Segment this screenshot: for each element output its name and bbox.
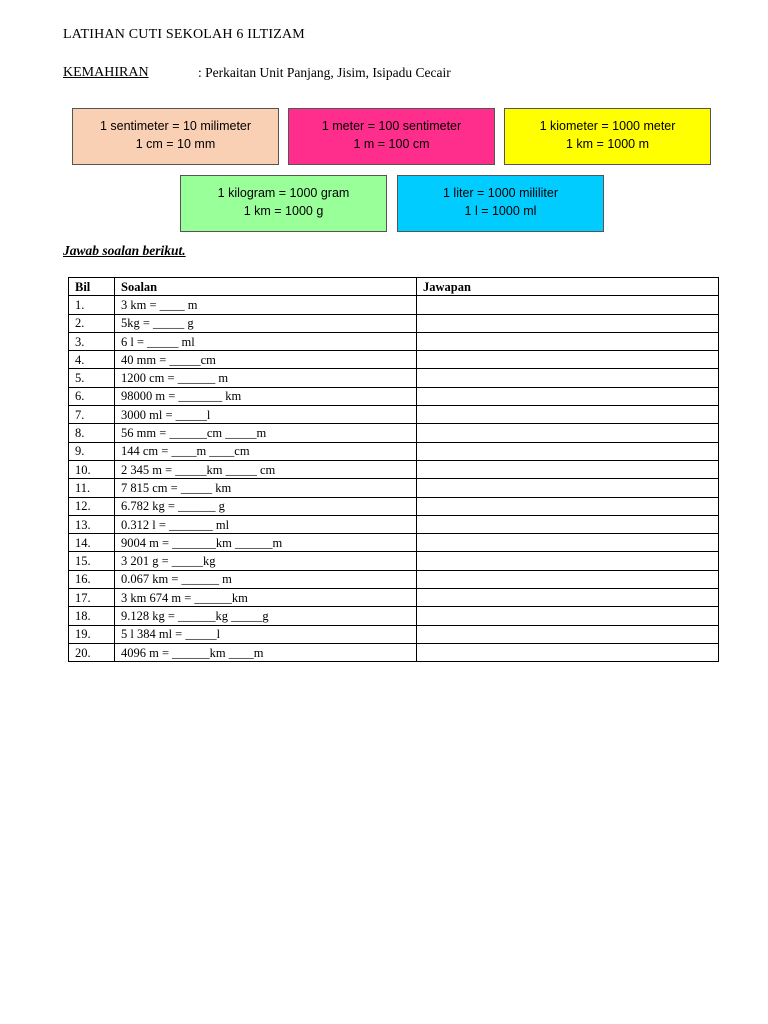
conversion-box-line2: 1 l = 1000 ml (464, 204, 537, 218)
row-soalan: 5 l 384 ml = _____l (115, 625, 417, 643)
table-row (69, 607, 719, 625)
table-row (69, 296, 719, 314)
conversion-box-line1: 1 meter = 100 sentimeter (321, 119, 462, 133)
table-row (69, 332, 719, 350)
table-row (69, 570, 719, 588)
conversion-box-line2: 1 km = 1000 m (565, 137, 650, 151)
table-row (69, 515, 719, 533)
table-row (69, 406, 719, 424)
row-bil: 10. (69, 460, 115, 478)
row-soalan: 3000 ml = _____l (115, 406, 417, 424)
table-row (69, 589, 719, 607)
instruction-heading: Jawab soalan berikut. (63, 243, 186, 258)
row-soalan: 4096 m = ______km ____m (115, 643, 417, 661)
table-row (69, 534, 719, 552)
table-header-row (69, 278, 719, 296)
row-bil: 11. (69, 479, 115, 497)
row-soalan: 0.067 km = ______ m (115, 570, 417, 588)
table-row (69, 497, 719, 515)
row-bil: 6. (69, 387, 115, 405)
question-table (68, 277, 719, 662)
conversion-box-km-m (504, 108, 711, 165)
row-bil: 20. (69, 643, 115, 661)
skill-label: KEMAHIRAN (63, 65, 149, 80)
conversion-box-line2: 1 cm = 10 mm (135, 137, 216, 151)
row-soalan: 5kg = _____ g (115, 314, 417, 332)
row-soalan: 1200 cm = ______ m (115, 369, 417, 387)
conversion-box-line1: 1 sentimeter = 10 milimeter (99, 119, 252, 133)
conversion-box-line1: 1 kilogram = 1000 gram (217, 186, 350, 200)
answer-cell[interactable] (417, 460, 719, 478)
row-soalan: 6 l = _____ ml (115, 332, 417, 350)
table-row (69, 460, 719, 478)
row-bil: 15. (69, 552, 115, 570)
answer-cell[interactable] (417, 552, 719, 570)
answer-cell[interactable] (417, 570, 719, 588)
conversion-box-line1: 1 kiometer = 1000 meter (539, 119, 676, 133)
conversion-box-l-ml (397, 175, 604, 232)
row-bil: 19. (69, 625, 115, 643)
row-soalan: 56 mm = ______cm _____m (115, 424, 417, 442)
header-bil: Bil (69, 278, 115, 296)
conversion-box-kg-g (180, 175, 387, 232)
answer-cell[interactable] (417, 406, 719, 424)
row-bil: 5. (69, 369, 115, 387)
answer-cell[interactable] (417, 643, 719, 661)
row-soalan: 6.782 kg = ______ g (115, 497, 417, 515)
answer-cell[interactable] (417, 314, 719, 332)
table-row (69, 479, 719, 497)
row-bil: 1. (69, 296, 115, 314)
answer-cell[interactable] (417, 296, 719, 314)
row-bil: 17. (69, 589, 115, 607)
row-soalan: 98000 m = _______ km (115, 387, 417, 405)
row-soalan: 7 815 cm = _____ km (115, 479, 417, 497)
row-bil: 13. (69, 515, 115, 533)
header-soalan: Soalan (115, 278, 417, 296)
table-row (69, 387, 719, 405)
row-soalan: 9004 m = _______km ______m (115, 534, 417, 552)
answer-cell[interactable] (417, 442, 719, 460)
answer-cell[interactable] (417, 497, 719, 515)
row-bil: 12. (69, 497, 115, 515)
row-bil: 4. (69, 351, 115, 369)
answer-cell[interactable] (417, 515, 719, 533)
table-row (69, 369, 719, 387)
answer-cell[interactable] (417, 589, 719, 607)
table-row (69, 424, 719, 442)
answer-cell[interactable] (417, 332, 719, 350)
conversion-box-line1: 1 liter = 1000 mililiter (443, 186, 558, 200)
answer-cell[interactable] (417, 625, 719, 643)
row-soalan: 144 cm = ____m ____cm (115, 442, 417, 460)
table-row (69, 442, 719, 460)
table-row (69, 625, 719, 643)
conversion-box-line2: 1 m = 100 cm (353, 137, 430, 151)
answer-cell[interactable] (417, 424, 719, 442)
answer-cell[interactable] (417, 369, 719, 387)
skill-line (63, 65, 451, 81)
header-jawapan: Jawapan (417, 278, 719, 296)
row-soalan: 3 km = ____ m (115, 296, 417, 314)
table-row (69, 314, 719, 332)
answer-cell[interactable] (417, 387, 719, 405)
answer-cell[interactable] (417, 479, 719, 497)
skill-value: : Perkaitan Unit Panjang, Jisim, Isipadu Cecair (198, 65, 451, 80)
answer-cell[interactable] (417, 351, 719, 369)
conversion-box-line2: 1 km = 1000 g (243, 204, 324, 218)
conversion-box-m-cm (288, 108, 495, 165)
row-soalan: 40 mm = _____cm (115, 351, 417, 369)
answer-cell[interactable] (417, 607, 719, 625)
table-row (69, 643, 719, 661)
row-soalan: 0.312 l = _______ ml (115, 515, 417, 533)
row-bil: 14. (69, 534, 115, 552)
row-bil: 8. (69, 424, 115, 442)
row-bil: 2. (69, 314, 115, 332)
page-title: LATIHAN CUTI SEKOLAH 6 ILTIZAM (63, 27, 305, 42)
row-soalan: 3 201 g = _____kg (115, 552, 417, 570)
row-soalan: 2 345 m = _____km _____ cm (115, 460, 417, 478)
row-bil: 3. (69, 332, 115, 350)
conversion-box-cm-mm (72, 108, 279, 165)
table-row (69, 552, 719, 570)
row-bil: 7. (69, 406, 115, 424)
row-soalan: 9.128 kg = ______kg _____g (115, 607, 417, 625)
row-bil: 9. (69, 442, 115, 460)
answer-cell[interactable] (417, 534, 719, 552)
row-soalan: 3 km 674 m = ______km (115, 589, 417, 607)
row-bil: 16. (69, 570, 115, 588)
row-bil: 18. (69, 607, 115, 625)
table-row (69, 351, 719, 369)
